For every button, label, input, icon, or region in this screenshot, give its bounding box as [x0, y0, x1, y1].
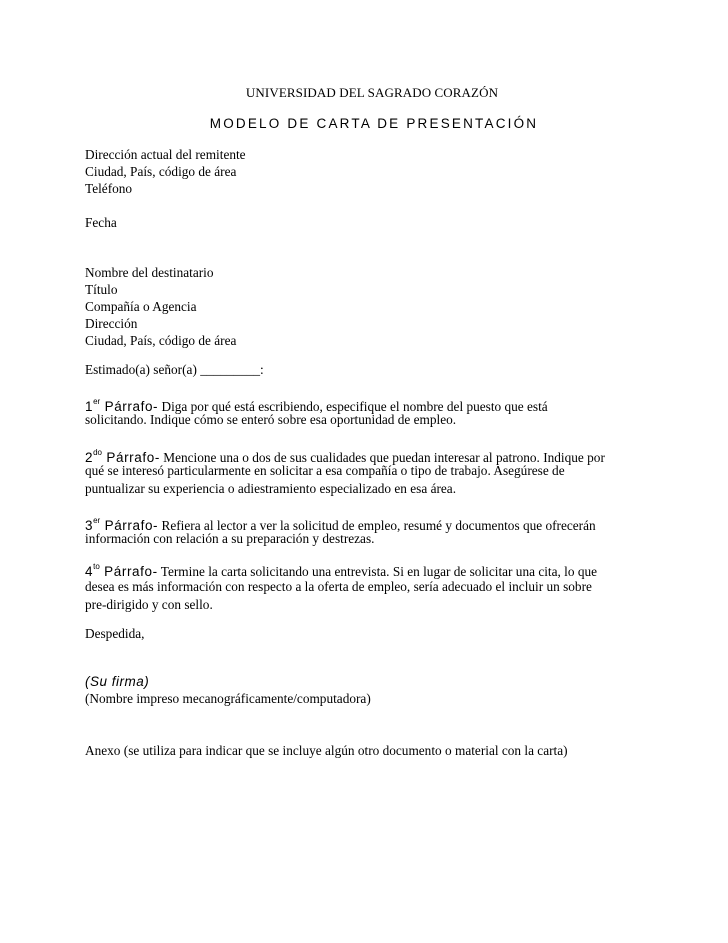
closing: Despedida,: [85, 626, 145, 641]
annex-note: Anexo (se utiliza para indicar que se incluye algún otro documento o material con la carta): [85, 743, 568, 758]
sender-phone: Teléfono: [85, 181, 133, 196]
paragraph-4-line-3: pre-dirigido y con sello.: [85, 597, 213, 612]
paragraph-1-line-1: 1er Párrafo- Diga por qué está escribiendo, especifique el nombre del puesto que está: [85, 397, 548, 414]
paragraph-2-heading: $2^{do}$ Párrafo-: [85, 448, 160, 465]
paragraph-2-line-1: $2^{do}$ Párrafo- Mencione una o dos de sus cualidades que puedan interesar al patrono. Indique por: [85, 448, 605, 465]
university-name: UNIVERSIDAD DEL SAGRADO CORAZÓN: [245, 85, 499, 100]
recipient-title: Título: [85, 282, 118, 297]
printed-name: (Nombre impreso mecanográficamente/computadora): [85, 691, 371, 706]
paragraph-3-line-1: 3er Párrafo- Refiera al lector a ver la solicitud de empleo, resumé y documentos que ofrecerán: [85, 516, 596, 533]
recipient-city: Ciudad, País, código de área: [85, 333, 237, 348]
paragraph-2-line-3: puntualizar su experiencia o adiestramiento especializado en esa área.: [85, 481, 457, 496]
document-title: MODELO DE CARTA DE PRESENTACIÓN: [209, 116, 539, 131]
greeting: Estimado(a) señor(a) _________:: [85, 362, 264, 377]
paragraph-4-line-2: desea es más información con respecto a la oferta de empleo, sería adecuado el incluir un sobre: [85, 579, 592, 594]
letter-date: Fecha: [85, 215, 117, 230]
paragraph-4-heading: $4^{to}$ Párrafo-: [85, 562, 158, 579]
paragraph-1-heading: 1er Párrafo-: [85, 397, 159, 414]
recipient-name: Nombre del destinatario: [85, 265, 214, 280]
sender-address: Dirección actual del remitente: [85, 147, 246, 162]
paragraph-1-line-2: solicitando. Indique cómo se enteró sobre esa oportunidad de empleo.: [85, 412, 457, 427]
recipient-company: Compañía o Agencia: [85, 299, 197, 314]
recipient-address: Dirección: [85, 316, 138, 331]
paragraph-2-line-2: qué se interesó particularmente en solicitar a esa compañía o tipo de trabajo. Asegúrese de: [85, 463, 565, 478]
paragraph-3-line-2: información con relación a su preparación y destrezas.: [85, 531, 375, 546]
paragraph-3-heading: 3er Párrafo-: [85, 516, 159, 533]
paragraph-4-line-1: $4^{to}$ Párrafo- Termine la carta solicitando una entrevista. Si en lugar de solicitar una cita, lo que: [85, 562, 598, 579]
sender-city: Ciudad, País, código de área: [85, 164, 237, 179]
signature: (Su firma): [85, 674, 150, 689]
